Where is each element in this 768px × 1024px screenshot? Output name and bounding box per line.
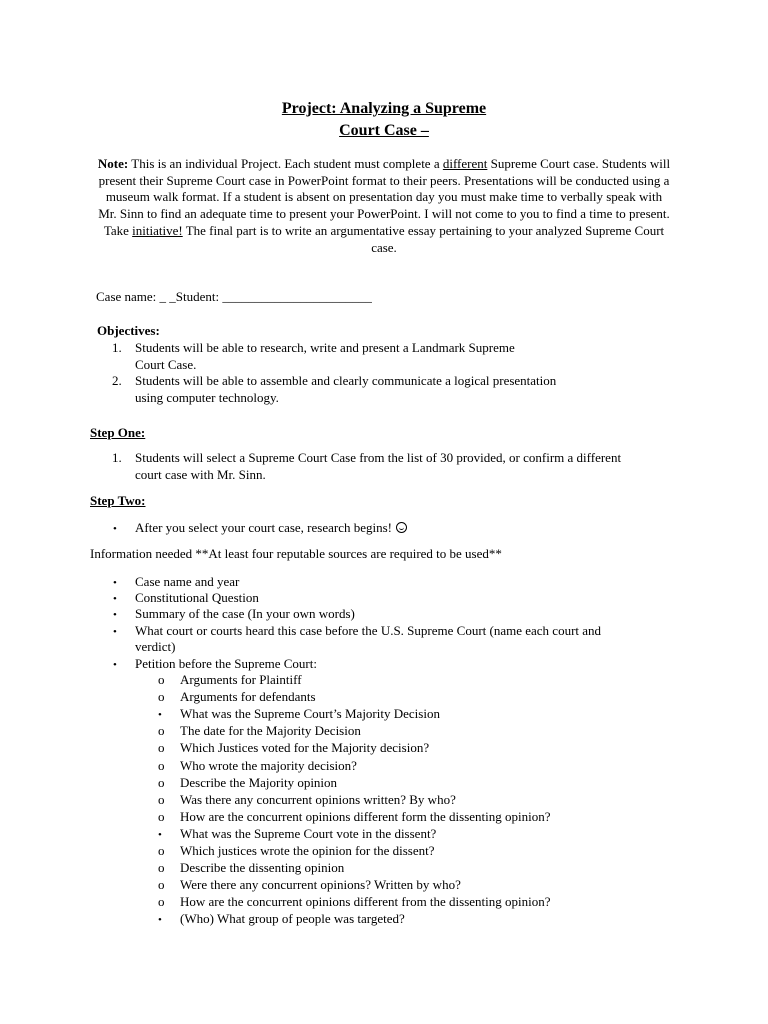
info-bullet-marker: •	[113, 609, 117, 621]
info-item-case-name: Case name and year	[135, 574, 240, 589]
circle-bullet-marker: o	[158, 723, 165, 739]
circle-bullet-marker: o	[158, 672, 165, 687]
step-two-bullet-marker: •	[113, 523, 117, 535]
page-title-line-2: Court Case –	[339, 122, 429, 139]
info-item-constitutional-question: Constitutional Question	[135, 590, 259, 605]
petition-sub-item: Which Justices voted for the Majority decision?	[180, 740, 430, 756]
petition-sub-item: Arguments for defendants	[180, 689, 316, 705]
smiley-icon	[396, 522, 407, 533]
info-bullet-marker: •	[113, 659, 117, 671]
info-bullet-marker: •	[113, 593, 117, 605]
petition-sub-item: Arguments for Plaintiff	[180, 672, 302, 687]
step-two-bullet-text: After you select your court case, research begins!	[135, 520, 392, 535]
objective-1-line-1: Students will be able to research, write and present a Landmark Supreme	[135, 340, 515, 355]
petition-sub-item: (Who) What group of people was targeted?	[180, 911, 405, 927]
objective-2-line-1: Students will be able to assemble and clearly communicate a logical presentation	[135, 373, 557, 388]
step-one-heading: Step One:	[90, 425, 146, 440]
circle-bullet-marker: o	[158, 689, 165, 705]
petition-sub-item: How are the concurrent opinions different form the dissenting opinion?	[180, 808, 551, 824]
petition-sub-item: Describe the Majority opinion	[180, 774, 338, 790]
info-bullet-marker: •	[113, 626, 117, 638]
circle-bullet-marker: o	[158, 740, 165, 756]
objectives-heading: Objectives:	[97, 323, 160, 338]
petition-sub-item: Describe the dissenting opinion	[180, 860, 345, 876]
circle-bullet-marker: o	[158, 860, 165, 876]
petition-sub-item: How are the concurrent opinions different from the dissenting opinion?	[180, 894, 551, 910]
bullet-marker: •	[158, 828, 162, 841]
info-item-lower-courts-line-2: verdict)	[135, 639, 176, 654]
petition-sub-item: The date for the Majority Decision	[180, 723, 361, 739]
objective-1-number: 1.	[112, 340, 122, 355]
note-label: Note:	[97, 156, 129, 171]
info-item-petition: Petition before the Supreme Court:	[135, 656, 317, 671]
note-text-b: Supreme Court case. Students will present their Supreme Court case in PowerPoint format to their peers. Presentations will be conducted using a museum walk format. If a student is absent on presentation day you must make time to verbally speak with Mr. Sinn to find an adequate time to present your PowerPoint. I will not come to you to find a time to present. Take	[98, 156, 671, 238]
petition-sub-item: Were there any concurrent opinions? Written by who?	[180, 877, 461, 893]
step-two-heading: Step Two:	[90, 493, 146, 508]
petition-sub-item: Who wrote the majority decision?	[180, 757, 357, 773]
note-paragraph	[96, 156, 672, 256]
circle-bullet-marker: o	[158, 808, 165, 824]
objective-2-line-2: using computer technology.	[135, 390, 279, 405]
note-initiative: initiative!	[132, 222, 183, 238]
petition-sub-item: Was there any concurrent opinions written? By who?	[180, 791, 456, 807]
info-bullet-marker: •	[113, 577, 117, 589]
circle-bullet-marker: o	[158, 757, 165, 773]
note-text-c: The final part is to write an argumentative essay pertaining to your analyzed Supreme Court case.	[182, 222, 665, 255]
bullet-marker: •	[158, 709, 162, 722]
note-different: different	[442, 156, 488, 171]
step-two-bullet	[135, 520, 407, 536]
circle-bullet-marker: o	[158, 843, 165, 858]
circle-bullet-marker: o	[158, 894, 165, 910]
objective-1-line-2: Court Case.	[135, 357, 197, 372]
note-text-a: This is an individual Project. Each student must complete a	[128, 156, 443, 171]
petition-sub-item: Which justices wrote the opinion for the dissent?	[180, 843, 435, 858]
bullet-marker: •	[158, 914, 162, 927]
case-name-student-line: Case name: _ _Student: _______________________	[96, 289, 372, 304]
objective-2-number: 2.	[112, 373, 122, 388]
circle-bullet-marker: o	[158, 877, 165, 893]
step-one-number: 1.	[112, 450, 122, 465]
circle-bullet-marker: o	[158, 774, 165, 790]
petition-sub-item: What was the Supreme Court’s Majority Decision	[180, 706, 440, 722]
information-needed-line: Information needed **At least four reputable sources are required to be used**	[90, 546, 502, 561]
step-one-line-1: Students will select a Supreme Court Case from the list of 30 provided, or confirm a different	[135, 450, 622, 465]
info-item-lower-courts-line-1: What court or courts heard this case before the U.S. Supreme Court (name each court and	[135, 623, 602, 638]
circle-bullet-marker: o	[158, 791, 165, 807]
petition-sub-item: What was the Supreme Court vote in the dissent?	[180, 825, 437, 841]
page-title-line-1: Project: Analyzing a Supreme	[281, 100, 487, 117]
info-item-summary: Summary of the case (In your own words)	[135, 606, 355, 621]
step-one-line-2: court case with Mr. Sinn.	[135, 467, 266, 482]
